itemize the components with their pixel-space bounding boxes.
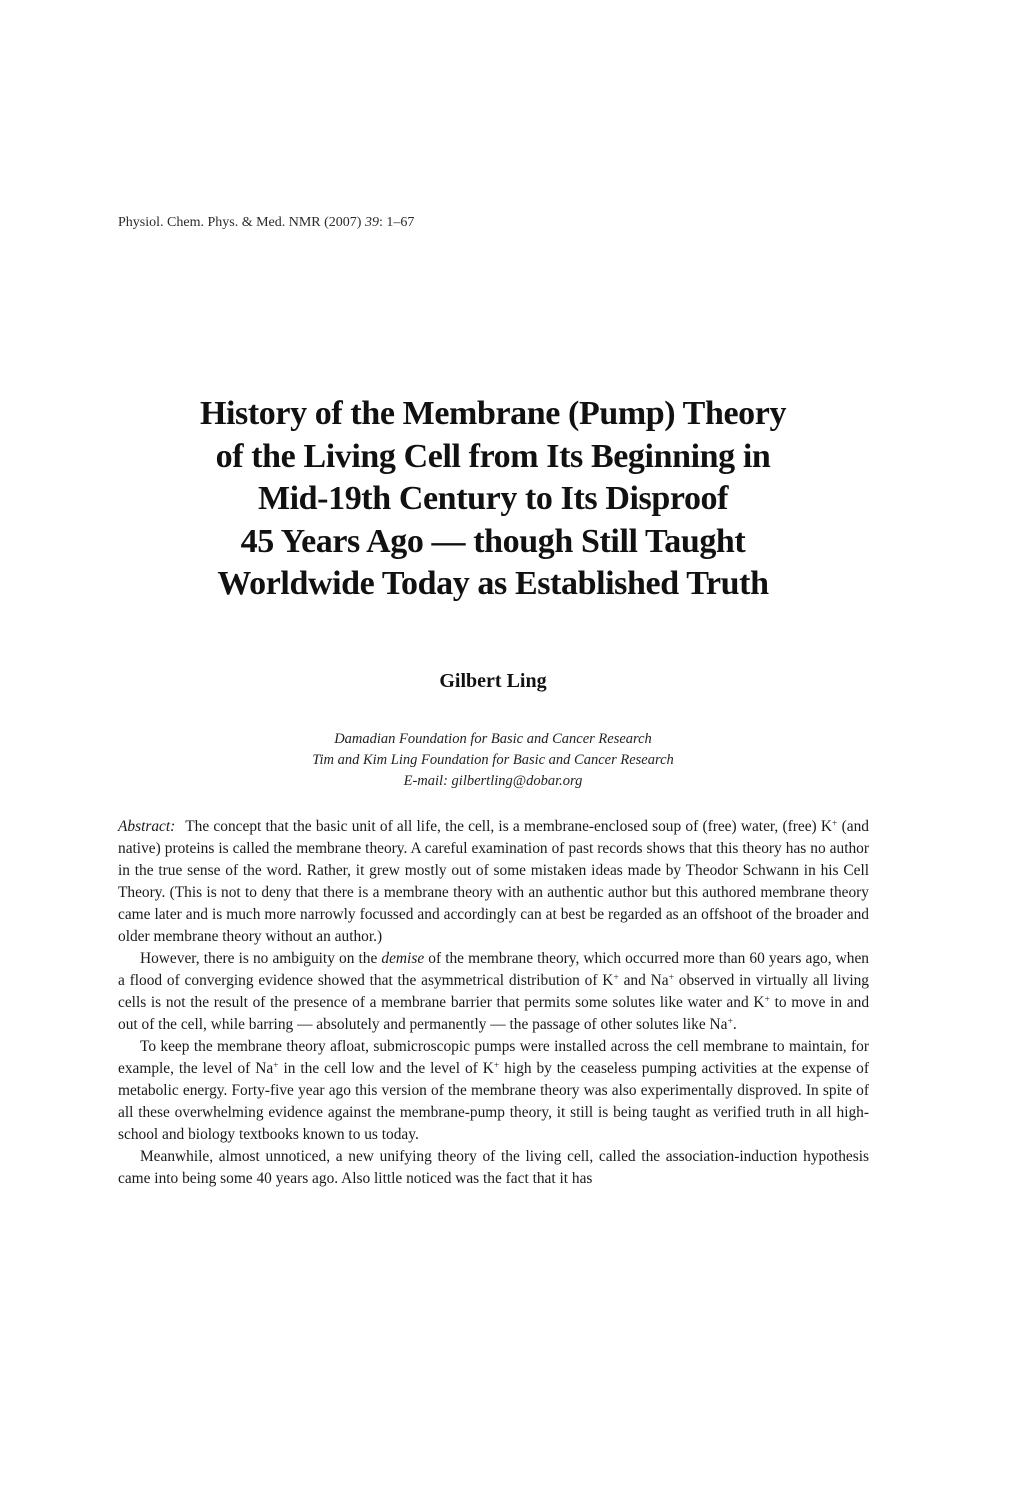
ion-symbol: K <box>753 994 765 1011</box>
journal-year: (2007) <box>324 215 362 230</box>
ion-charge: + <box>832 817 838 829</box>
affiliations <box>0 729 986 792</box>
abstract-paragraph: Meanwhile, almost unnoticed, a new unifying theory of the living cell, called the association-induction hypothesis came into being some 40 years ago. Also little noticed was the fact that it has <box>118 1148 869 1187</box>
journal-volume: 39 <box>364 215 379 230</box>
abstract-text: However, there is no ambiguity on the <box>140 950 382 967</box>
title-line: of the Living Cell from Its Beginning in <box>215 437 771 475</box>
ion-charge: + <box>668 971 674 983</box>
abstract-label: Abstract: <box>118 818 176 835</box>
abstract-paragraph <box>118 1036 869 1146</box>
emphasis: demise <box>381 950 425 967</box>
title-line: 45 Years Ago — though Still Taught <box>240 522 746 560</box>
ion-symbol: K <box>602 972 614 989</box>
ion-charge: + <box>493 1059 500 1071</box>
ion-symbol: Na <box>650 972 669 989</box>
title-line: History of the Membrane (Pump) Theory <box>199 395 787 432</box>
ion-symbol: Na <box>709 1016 728 1033</box>
ion-symbol: Na <box>255 1060 274 1077</box>
abstract <box>118 816 869 1190</box>
ion-charge: + <box>613 971 619 983</box>
abstract-text: To keep the membrane theory afloat, submicroscopic pumps were installed across the cell membrane to maintain, for example, the level of <box>118 1038 869 1077</box>
abstract-text: to move in and out of the cell, while barring — absolutely and permanently — the passage of other solutes like <box>118 994 870 1033</box>
abstract-text: The concept that the basic unit of all life, the cell, is a membrane-enclosed soup of (free) water, (free) <box>185 818 821 835</box>
affiliation-line: Tim and Kim Ling Foundation for Basic and Cancer Research <box>312 752 674 768</box>
abstract-text: observed in virtually all living cells is not the result of the presence of a membrane barrier that permits some solutes like water and <box>118 972 869 1011</box>
abstract-paragraph <box>118 948 869 1036</box>
ion-charge: + <box>273 1059 279 1071</box>
ion-symbol: K <box>820 818 833 835</box>
abstract-text: . <box>732 1016 737 1033</box>
title-line: Mid-19th Century to Its Disproof <box>257 480 729 517</box>
paper-title <box>80 393 906 606</box>
email-line: E-mail: gilbertling@dobar.org <box>403 773 583 789</box>
abstract-text: of the membrane theory, which occurred more than 60 years ago, when a flood of converging evidence showed that the asymmetrical distribution of <box>118 950 869 989</box>
abstract-text: high by the ceaseless pumping activities at the expense of metabolic energy. Forty-five year ago this version of the membrane theory was also experimentally disproved. In spite of all these overwhelming evidence against the membrane-pump theory, it still is being taught as verified truth in all high-school and biology textbooks known to us today. <box>118 1060 870 1143</box>
abstract-text: (and native) proteins is called the membrane theory. A careful examination of past records shows that this theory has no author in the true sense of the word. Rather, it grew mostly out of some mistaken ideas made by Theodor Schwann in his Cell Theory. (This is not to deny that there is a membrane theory with an authentic author but this authored membrane theory came later and is much more narrowly focussed and accordingly can at best be regarded as an offshoot of the broader and older membrane theory without an author.) <box>118 818 869 945</box>
journal-name: Physiol. Chem. Phys. & Med. NMR <box>118 215 321 230</box>
author-name: Gilbert Ling <box>439 670 547 692</box>
ion-charge: + <box>727 1015 733 1027</box>
abstract-text: in the cell low and the level of <box>278 1060 483 1077</box>
journal-citation <box>118 215 414 231</box>
abstract-paragraph <box>118 816 869 948</box>
journal-pages: : 1–67 <box>378 215 415 230</box>
title-line: Worldwide Today as Established Truth <box>217 565 769 602</box>
abstract-text: and <box>618 972 651 989</box>
ion-charge: + <box>764 993 770 1005</box>
ion-symbol: K <box>482 1060 494 1077</box>
affiliation-line: Damadian Foundation for Basic and Cancer Research <box>334 731 652 747</box>
